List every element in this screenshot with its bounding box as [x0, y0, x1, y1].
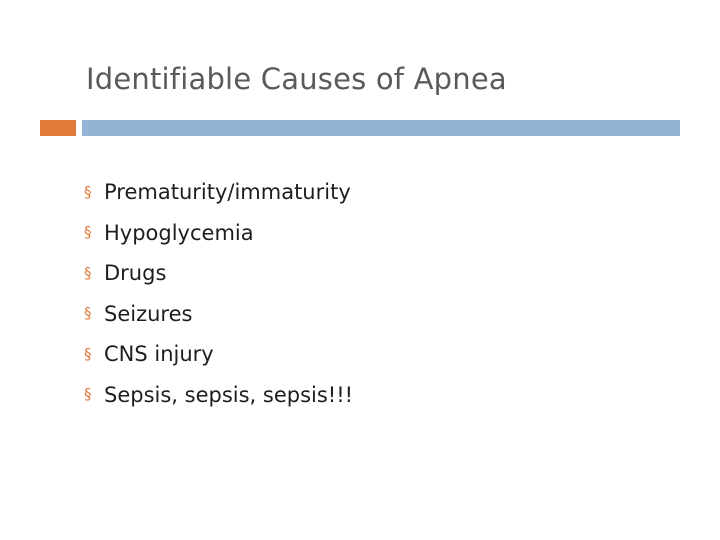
bullet-text: Drugs: [104, 261, 167, 286]
bullet-list: [84, 172, 353, 415]
bullet-text: Seizures: [104, 301, 193, 326]
slide-title: Identifiable Causes of Apnea: [86, 62, 507, 96]
title-accent-blue-bar: [82, 120, 680, 136]
bullet-text: Prematurity/immaturity: [104, 180, 351, 205]
square-bullet-icon: §: [84, 263, 92, 282]
bullet-item: [84, 375, 353, 416]
bullet-text: Hypoglycemia: [104, 220, 254, 245]
bullet-text: CNS injury: [104, 342, 214, 367]
square-bullet-icon: §: [84, 182, 92, 201]
bullet-item: [84, 294, 353, 335]
title-accent-orange-bar: [40, 120, 76, 136]
square-bullet-icon: §: [84, 344, 92, 363]
square-bullet-icon: §: [84, 223, 92, 242]
bullet-item: [84, 334, 353, 375]
bullet-item: [84, 213, 353, 254]
bullet-text: Sepsis, sepsis, sepsis!!!: [104, 382, 354, 407]
bullet-item: [84, 253, 353, 294]
bullet-item: [84, 172, 353, 213]
square-bullet-icon: §: [84, 304, 92, 323]
square-bullet-icon: §: [84, 385, 92, 404]
